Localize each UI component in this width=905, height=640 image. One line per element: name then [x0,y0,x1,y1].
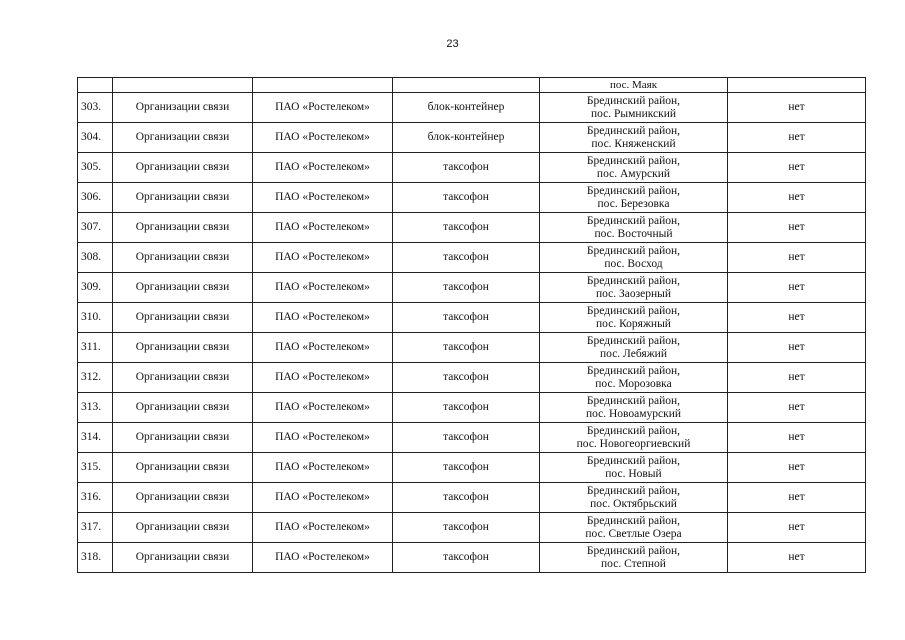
row-number-cell: 312. [78,363,113,393]
location-cell [540,483,728,513]
location-district: Брединский район, [586,154,681,167]
location-cell [540,273,728,303]
object-type-cell: таксофон [393,153,540,183]
row-number-cell: 306. [78,183,113,213]
location-settlement: пос. Новый [605,467,662,480]
row-number-cell: 315. [78,453,113,483]
object-type-cell: блок-контейнер [393,123,540,153]
location-district: Брединский район, [586,394,681,407]
location-cell [540,333,728,363]
page-number: 23 [446,38,459,50]
owner-cell: ПАО «Ростелеком» [253,393,393,423]
continuation-value-cell [728,78,866,93]
value-cell: нет [728,333,866,363]
category-cell: Организации связи [113,483,253,513]
row-number-cell: 314. [78,423,113,453]
registry-table-body [78,78,866,573]
location-district: Брединский район, [586,304,681,317]
table-row [78,93,866,123]
location-settlement: пос. Заозерный [595,287,672,300]
location-settlement: пос. Октябрьский [590,497,677,510]
category-cell: Организации связи [113,333,253,363]
owner-cell: ПАО «Ростелеком» [253,543,393,573]
row-number-cell: 309. [78,273,113,303]
value-cell: нет [728,483,866,513]
object-type-cell: блок-контейнер [393,93,540,123]
value-cell: нет [728,543,866,573]
value-cell: нет [728,453,866,483]
location-district: Брединский район, [586,94,681,107]
owner-cell: ПАО «Ростелеком» [253,423,393,453]
row-number-cell: 313. [78,393,113,423]
table-row [78,243,866,273]
owner-cell: ПАО «Ростелеком» [253,333,393,363]
value-cell: нет [728,423,866,453]
continuation-owner-cell [253,78,393,93]
value-cell: нет [728,273,866,303]
table-row [78,393,866,423]
owner-cell: ПАО «Ростелеком» [253,183,393,213]
category-cell: Организации связи [113,183,253,213]
location-cell [540,423,728,453]
row-number-cell: 304. [78,123,113,153]
row-number-cell: 310. [78,303,113,333]
row-number-cell: 308. [78,243,113,273]
category-cell: Организации связи [113,243,253,273]
value-cell: нет [728,183,866,213]
row-number-cell: 316. [78,483,113,513]
location-district: Брединский район, [586,514,681,527]
owner-cell: ПАО «Ростелеком» [253,93,393,123]
location-district: Брединский район, [586,244,681,257]
location-cell [540,513,728,543]
location-district: Брединский район, [586,454,681,467]
row-number-cell: 311. [78,333,113,363]
object-type-cell: таксофон [393,453,540,483]
table-row [78,543,866,573]
object-type-cell: таксофон [393,303,540,333]
owner-cell: ПАО «Ростелеком» [253,483,393,513]
table-row [78,123,866,153]
location-settlement: пос. Березовка [597,197,670,210]
continuation-num-cell [78,78,113,93]
continuation-location-cell: пос. Маяк [540,78,728,93]
object-type-cell: таксофон [393,513,540,543]
table-row [78,183,866,213]
location-settlement: пос. Светлые Озера [585,527,682,540]
table-row [78,423,866,453]
table-row [78,153,866,183]
category-cell: Организации связи [113,303,253,333]
owner-cell: ПАО «Ростелеком» [253,513,393,543]
location-district: Брединский район, [586,214,681,227]
location-district: Брединский район, [586,544,681,557]
category-cell: Организации связи [113,213,253,243]
location-district: Брединский район, [586,274,681,287]
value-cell: нет [728,363,866,393]
category-cell: Организации связи [113,393,253,423]
value-cell: нет [728,153,866,183]
table-row [78,213,866,243]
value-cell: нет [728,513,866,543]
object-type-cell: таксофон [393,333,540,363]
table-row [78,273,866,303]
location-cell [540,393,728,423]
continuation-row [78,78,866,93]
owner-cell: ПАО «Ростелеком» [253,153,393,183]
table-row [78,363,866,393]
category-cell: Организации связи [113,543,253,573]
value-cell: нет [728,93,866,123]
object-type-cell: таксофон [393,273,540,303]
category-cell: Организации связи [113,423,253,453]
owner-cell: ПАО «Ростелеком» [253,243,393,273]
owner-cell: ПАО «Ростелеком» [253,363,393,393]
object-type-cell: таксофон [393,363,540,393]
location-cell [540,453,728,483]
location-district: Брединский район, [586,334,681,347]
location-settlement: пос. Лебяжий [600,347,667,360]
location-cell [540,243,728,273]
category-cell: Организации связи [113,153,253,183]
object-type-cell: таксофон [393,213,540,243]
table-row [78,303,866,333]
location-cell [540,123,728,153]
owner-cell: ПАО «Ростелеком» [253,303,393,333]
value-cell: нет [728,243,866,273]
location-district: Брединский район, [586,184,681,197]
location-settlement: пос. Восточный [594,227,673,240]
location-cell [540,183,728,213]
location-settlement: пос. Степной [601,557,666,570]
location-settlement: пос. Новоамурский [585,407,682,420]
location-cell [540,303,728,333]
location-district: Брединский район, [586,124,681,137]
registry-table [77,77,866,573]
object-type-cell: таксофон [393,183,540,213]
value-cell: нет [728,303,866,333]
table-row [78,483,866,513]
row-number-cell: 305. [78,153,113,183]
owner-cell: ПАО «Ростелеком» [253,213,393,243]
location-settlement: пос. Рымникский [590,107,677,120]
location-district: Брединский район, [586,484,681,497]
location-cell [540,153,728,183]
value-cell: нет [728,393,866,423]
row-number-cell: 303. [78,93,113,123]
owner-cell: ПАО «Ростелеком» [253,273,393,303]
continuation-object-cell [393,78,540,93]
location-cell [540,93,728,123]
continuation-category-cell [113,78,253,93]
location-settlement: пос. Новогеоргиевский [576,437,691,450]
category-cell: Организации связи [113,513,253,543]
category-cell: Организации связи [113,93,253,123]
value-cell: нет [728,123,866,153]
location-settlement: пос. Морозовка [595,377,672,390]
object-type-cell: таксофон [393,243,540,273]
location-cell [540,213,728,243]
location-district: Брединский район, [586,424,681,437]
object-type-cell: таксофон [393,543,540,573]
object-type-cell: таксофон [393,483,540,513]
owner-cell: ПАО «Ростелеком» [253,123,393,153]
object-type-cell: таксофон [393,423,540,453]
value-cell: нет [728,213,866,243]
location-settlement: пос. Амурский [596,167,671,180]
location-cell [540,543,728,573]
category-cell: Организации связи [113,273,253,303]
category-cell: Организации связи [113,363,253,393]
row-number-cell: 317. [78,513,113,543]
row-number-cell: 318. [78,543,113,573]
category-cell: Организации связи [113,123,253,153]
table-row [78,453,866,483]
table-row [78,333,866,363]
table-row [78,513,866,543]
location-settlement: пос. Восход [604,257,663,270]
owner-cell: ПАО «Ростелеком» [253,453,393,483]
location-settlement: пос. Коряжный [596,317,671,330]
row-number-cell: 307. [78,213,113,243]
location-district: Брединский район, [586,364,681,377]
location-settlement: пос. Княженский [591,137,676,150]
category-cell: Организации связи [113,453,253,483]
location-cell [540,363,728,393]
object-type-cell: таксофон [393,393,540,423]
